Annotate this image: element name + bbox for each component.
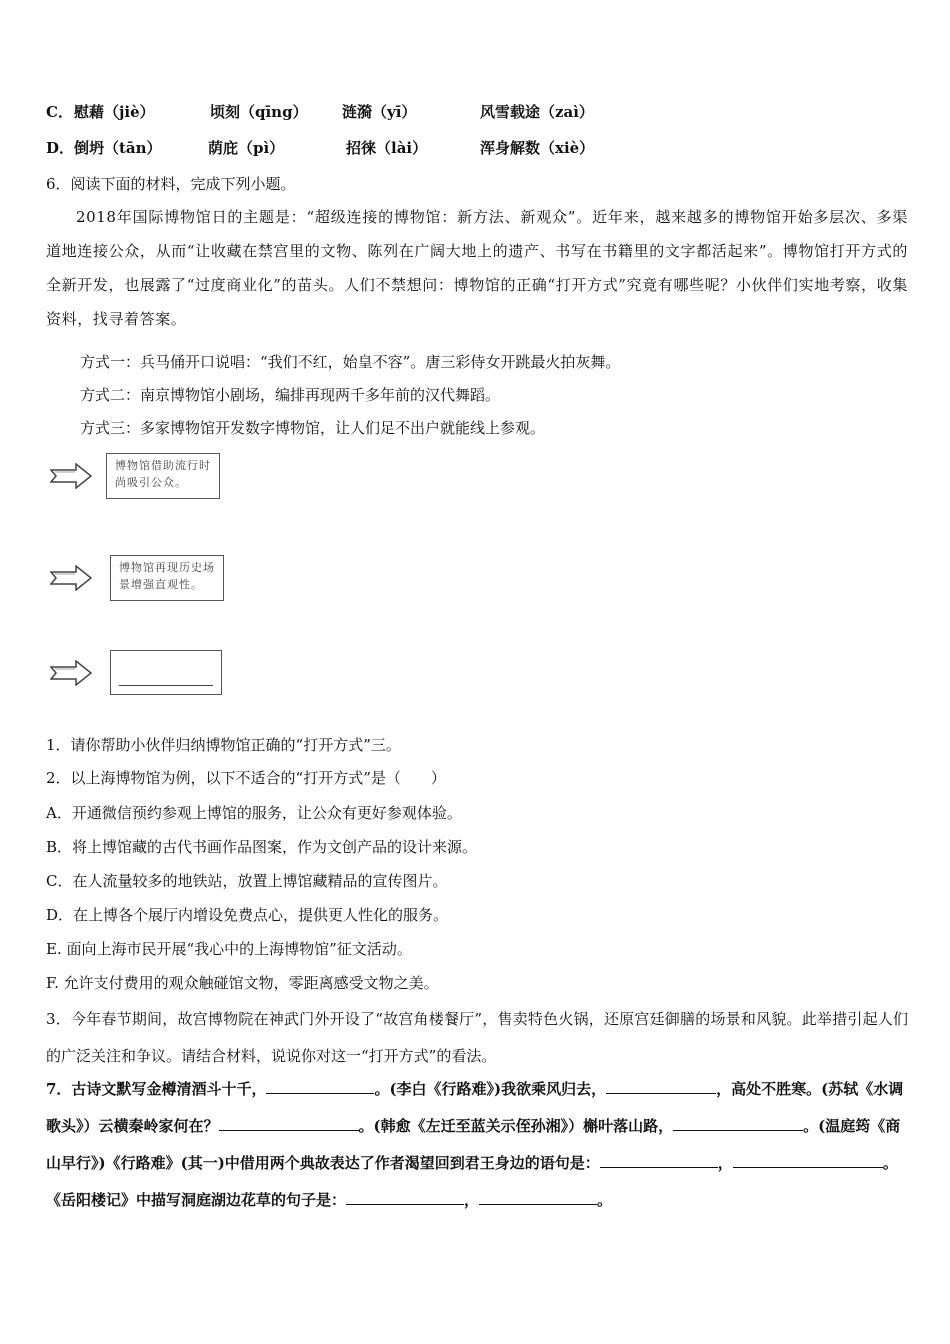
right-arrow-icon [50,463,92,489]
method-three: 方式三：多家博物馆开发数字博物馆，让人们足不出户就能线上参观。 [80,419,546,437]
answer-blank[interactable] [673,1114,803,1131]
diagram-blank-box[interactable] [110,650,222,695]
q7-text: 。(韩愈《左迁至蓝关示侄孙湘》）槲叶落山路， [358,1117,674,1135]
q7-text: 。 [597,1191,613,1209]
question-6-heading: 6．阅读下面的材料，完成下列小题。 [46,175,296,193]
sub-question-2-option-b: B．将上博馆藏的古代书画作品图案，作为文创产品的设计来源。 [46,838,478,856]
answer-blank[interactable] [266,1077,374,1094]
answer-blank [119,685,213,686]
option-item: 风雪载途（zaì） [480,103,594,121]
q7-text: 。(李白《行路难》)我欲乘风归去， [374,1080,607,1098]
sub-question-2-option-a: A．开通微信预约参观上博馆的服务，让公众有更好参观体验。 [46,804,462,822]
sub-question-2-option-f: F. 允许支付费用的观众触碰馆文物，零距离感受文物之美。 [46,974,439,992]
option-letter: C． [46,103,73,121]
option-letter: D． [46,139,75,157]
option-item: 倒坍（tān） [74,139,162,157]
diagram-box: 博物馆借助流行时尚吸引公众。 [106,453,220,499]
answer-blank[interactable] [219,1114,359,1131]
answer-blank[interactable] [479,1188,597,1205]
diagram-box: 博物馆再现历史场景增强直观性。 [110,555,224,601]
q7-text: 。(温庭筠《商山早行》)《行路难》(其一)中借用两个典故表达了作者渴望回到君王身边的语句是： [46,1117,901,1172]
question-7 [46,1071,908,1219]
option-item: 招徕（lài） [346,139,428,157]
answer-blank[interactable] [600,1151,718,1168]
q7-text: ， [464,1191,480,1209]
option-item: 慰藉（jiè） [74,103,155,121]
answer-blank[interactable] [346,1188,464,1205]
sub-question-2-option-d: D．在上博各个展厅内增设免费点心，提供更人性化的服务。 [46,906,449,924]
method-two: 方式二：南京博物馆小剧场，编排再现两千多年前的汉代舞蹈。 [80,386,501,404]
right-arrow-icon [50,565,92,591]
option-item: 浑身解数（xiè） [480,139,595,157]
sub-question-2-option-c: C．在人流量较多的地铁站，放置上博馆藏精品的宣传图片。 [46,872,448,890]
q7-text: 。《岳阳楼记》中描写洞庭湖边花草的句子是： [46,1154,898,1209]
answer-blank[interactable] [733,1151,883,1168]
q7-text: 7．古诗文默写金樽清酒斗十千， [46,1080,267,1098]
sub-question-2: 2．以上海博物馆为例，以下不适合的“打开方式”是（ ） [46,769,446,787]
sub-question-3: 3．今年春节期间，故宫博物院在神武门外开设了“故宫角楼餐厅”，售卖特色火锅，还原宫廷御膳的场景和风貌。此举措引起人们的广泛关注和争议。请结合材料，说说你对这一“打开方式”的看法。 [46,1010,908,1065]
right-arrow-icon [50,660,92,686]
method-one: 方式一：兵马俑开口说唱：“我们不红，始皇不容”。唐三彩侍女开跳最火拍灰舞。 [80,353,621,371]
answer-blank[interactable] [606,1077,716,1094]
sub-question-1: 1．请你帮助小伙伴归纳博物馆正确的“打开方式”三。 [46,736,401,754]
option-item: 顷刻（qīng） [210,103,308,121]
option-item: 荫庇（pì） [208,139,285,157]
q7-text: ，高处不胜寒。(苏轼《水调歌头》）云横秦岭家何在？ [46,1080,904,1135]
option-item: 涟漪（yī） [342,103,417,121]
q7-text: ， [717,1154,733,1172]
sub-question-2-option-e: E. 面向上海市民开展“我心中的上海博物馆”征文活动。 [46,940,412,958]
reading-material: 2018年国际博物馆日的主题是：“超级连接的博物馆：新方法、新观众”。近年来，越来越多的博物馆开始多层次、多渠道地连接公众，从而“让收藏在禁宫里的文物、陈列在广阔大地上的遗产、书写在书籍里的文字都活起来”。博物馆打开方式的全新开发，也展露了“过度商业化”的苗头。人们不禁想问：博物馆的正确“打开方式”究竟有哪些呢？小伙伴们实地考察，收集资料，找寻着答案。 [46,208,908,328]
